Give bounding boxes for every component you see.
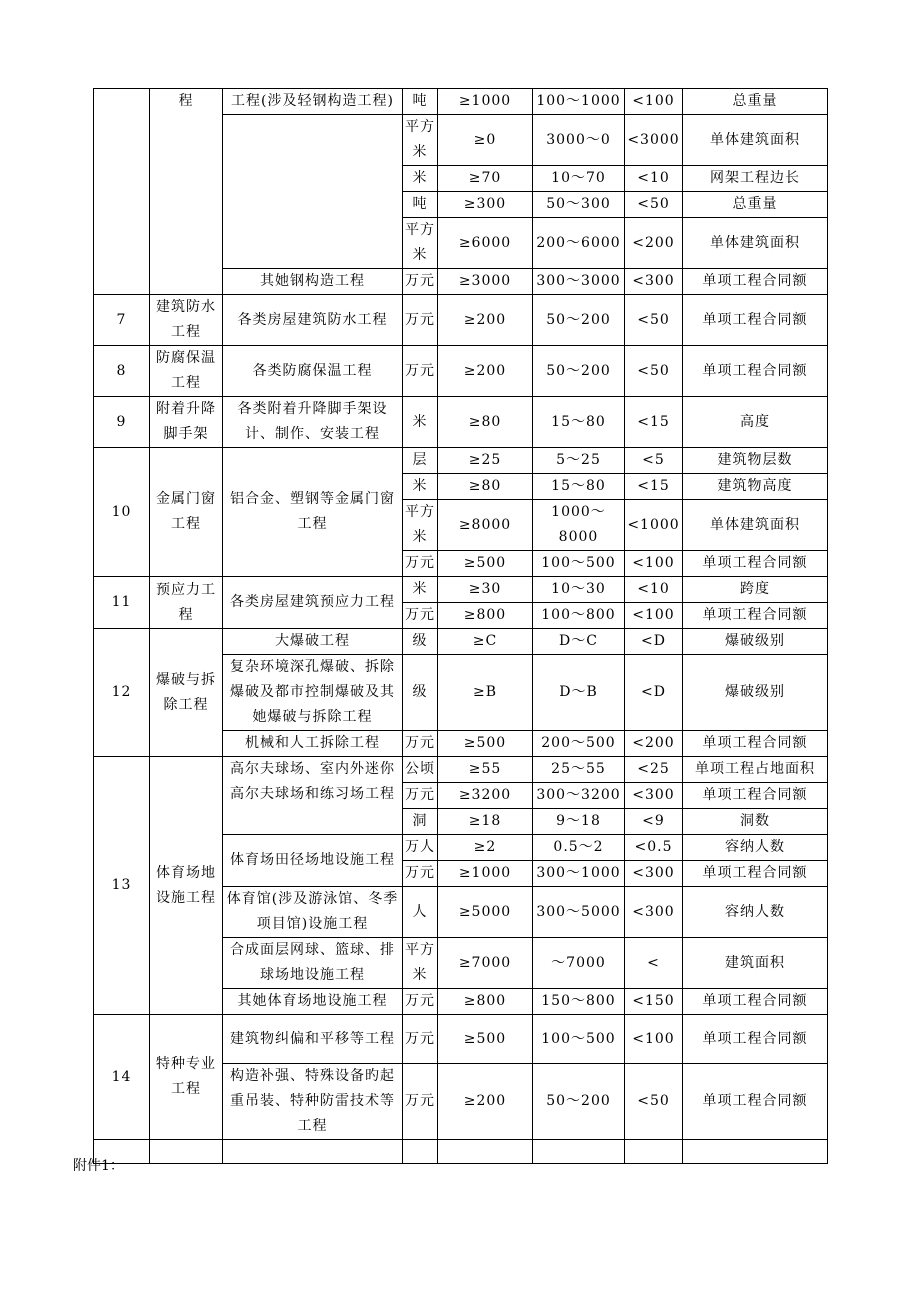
empty-cell — [533, 1140, 625, 1164]
remark-cell: 网架工程边长 — [683, 166, 828, 192]
grade2-cell: 300～1000 — [533, 861, 625, 887]
grade2-cell: 100～500 — [533, 1015, 625, 1064]
grade3-cell: <100 — [625, 603, 683, 629]
table-row — [94, 577, 828, 603]
remark-cell: 单项工程合同额 — [683, 269, 828, 295]
grade1-cell: ≥800 — [438, 603, 533, 629]
scope-cell: 建筑物纠偏和平移等工程 — [223, 1015, 403, 1064]
table-row — [94, 448, 828, 474]
grade3-cell: <300 — [625, 269, 683, 295]
seq-cell: 9 — [94, 397, 150, 448]
scope-cell: 各类防腐保温工程 — [223, 346, 403, 397]
grade3-cell: <300 — [625, 887, 683, 938]
grade1-cell: ≥55 — [438, 757, 533, 783]
grade2-cell: 300～3200 — [533, 783, 625, 809]
category-cell: 程 — [150, 89, 223, 295]
unit-cell: 人 — [403, 887, 438, 938]
grade2-cell: 15～80 — [533, 397, 625, 448]
grade3-cell: <300 — [625, 861, 683, 887]
remark-cell: 单项工程合同额 — [683, 989, 828, 1015]
grade2-cell: 10～30 — [533, 577, 625, 603]
seq-cell: 14 — [94, 1015, 150, 1140]
grade1-cell: ≥3000 — [438, 269, 533, 295]
scope-cell: 体育场田径场地设施工程 — [223, 835, 403, 887]
grade1-cell: ≥18 — [438, 809, 533, 835]
grade1-cell: ≥2 — [438, 835, 533, 861]
unit-cell: 吨 — [403, 192, 438, 218]
unit-cell: 万元 — [403, 1015, 438, 1064]
remark-cell: 爆破级别 — [683, 655, 828, 731]
grade3-cell: <15 — [625, 397, 683, 448]
grade2-cell: D～C — [533, 629, 625, 655]
grade3-cell: <10 — [625, 577, 683, 603]
grade3-cell: <5 — [625, 448, 683, 474]
grade3-cell: <D — [625, 655, 683, 731]
remark-cell: 容纳人数 — [683, 887, 828, 938]
unit-cell: 米 — [403, 577, 438, 603]
category-cell: 建筑防水工程 — [150, 295, 223, 346]
grade2-cell: 9～18 — [533, 809, 625, 835]
grade3-cell: <25 — [625, 757, 683, 783]
grade3-cell: <3000 — [625, 115, 683, 166]
remark-cell: 单项工程合同额 — [683, 783, 828, 809]
grade2-cell: 10～70 — [533, 166, 625, 192]
unit-cell: 级 — [403, 655, 438, 731]
grade2-cell: 50～200 — [533, 1064, 625, 1140]
unit-cell: 万元 — [403, 1064, 438, 1140]
unit-cell: 万元 — [403, 989, 438, 1015]
table-row — [94, 89, 828, 115]
scope-cell: 体育馆(涉及游泳馆、冬季项目馆)设施工程 — [223, 887, 403, 938]
grade3-cell: <50 — [625, 295, 683, 346]
unit-cell: 万元 — [403, 603, 438, 629]
remark-cell: 单体建筑面积 — [683, 115, 828, 166]
grade2-cell: 200～6000 — [533, 218, 625, 269]
seq-cell: 10 — [94, 448, 150, 577]
grade1-cell: ≥B — [438, 655, 533, 731]
grade1-cell: ≥300 — [438, 192, 533, 218]
remark-cell: 总重量 — [683, 89, 828, 115]
grade3-cell: <200 — [625, 731, 683, 757]
remark-cell: 建筑面积 — [683, 938, 828, 989]
grade1-cell: ≥200 — [438, 346, 533, 397]
grade3-cell: <1000 — [625, 500, 683, 551]
unit-cell: 平方米 — [403, 115, 438, 166]
unit-cell: 米 — [403, 397, 438, 448]
category-cell: 特种专业工程 — [150, 1015, 223, 1140]
grade1-cell: ≥500 — [438, 1015, 533, 1064]
unit-cell: 万元 — [403, 731, 438, 757]
grade2-cell: 0.5～2 — [533, 835, 625, 861]
unit-cell: 米 — [403, 474, 438, 500]
grade3-cell: <10 — [625, 166, 683, 192]
grade3-cell: <200 — [625, 218, 683, 269]
unit-cell: 万人 — [403, 835, 438, 861]
grade1-cell: ≥25 — [438, 448, 533, 474]
unit-cell: 平方米 — [403, 500, 438, 551]
category-cell: 体育场地设施工程 — [150, 757, 223, 1015]
remark-cell: 单项工程合同额 — [683, 1064, 828, 1140]
grade2-cell: 300～5000 — [533, 887, 625, 938]
remark-cell: 单体建筑面积 — [683, 500, 828, 551]
unit-cell: 平方米 — [403, 218, 438, 269]
grade2-cell: ～7000 — [533, 938, 625, 989]
scope-cell: 各类房屋建筑防水工程 — [223, 295, 403, 346]
seq-cell: 8 — [94, 346, 150, 397]
scope-cell: 构造补强、特殊设备旳起重吊装、特种防雷技术等工程 — [223, 1064, 403, 1140]
attachment-note: 附件1： — [73, 1158, 124, 1174]
table-row — [94, 295, 828, 346]
grade1-cell: ≥5000 — [438, 887, 533, 938]
seq-cell: 12 — [94, 629, 150, 757]
grade1-cell: ≥1000 — [438, 89, 533, 115]
unit-cell: 公顷 — [403, 757, 438, 783]
grade1-cell: ≥1000 — [438, 861, 533, 887]
remark-cell: 单项工程合同额 — [683, 861, 828, 887]
remark-cell: 单项工程合同额 — [683, 603, 828, 629]
unit-cell: 万元 — [403, 269, 438, 295]
remark-cell: 容纳人数 — [683, 835, 828, 861]
scope-cell: 各类附着升降脚手架设计、制作、安装工程 — [223, 397, 403, 448]
scope-cell: 机械和人工拆除工程 — [223, 731, 403, 757]
unit-cell: 万元 — [403, 551, 438, 577]
remark-cell: 单项工程合同额 — [683, 295, 828, 346]
category-cell: 爆破与拆除工程 — [150, 629, 223, 757]
scope-cell: 铝合金、塑钢等金属门窗工程 — [223, 448, 403, 577]
scope-cell: 大爆破工程 — [223, 629, 403, 655]
grade3-cell: <0.5 — [625, 835, 683, 861]
seq-cell — [94, 89, 150, 295]
grade3-cell: <15 — [625, 474, 683, 500]
remark-cell: 洞数 — [683, 809, 828, 835]
grade3-cell: <50 — [625, 1064, 683, 1140]
unit-cell: 万元 — [403, 346, 438, 397]
grade3-cell: <50 — [625, 192, 683, 218]
unit-cell: 层 — [403, 448, 438, 474]
grade3-cell: <100 — [625, 551, 683, 577]
remark-cell: 总重量 — [683, 192, 828, 218]
grade1-cell: ≥80 — [438, 397, 533, 448]
scope-cell: 合成面层网球、篮球、排球场地设施工程 — [223, 938, 403, 989]
empty-cell — [150, 1140, 223, 1164]
category-cell: 防腐保温工程 — [150, 346, 223, 397]
grade1-cell: ≥800 — [438, 989, 533, 1015]
table-row — [94, 397, 828, 448]
grade2-cell: D～B — [533, 655, 625, 731]
unit-cell: 万元 — [403, 861, 438, 887]
grade2-cell: 3000～0 — [533, 115, 625, 166]
remark-cell: 跨度 — [683, 577, 828, 603]
grade1-cell: ≥7000 — [438, 938, 533, 989]
grade1-cell: ≥0 — [438, 115, 533, 166]
grade1-cell: ≥500 — [438, 551, 533, 577]
scope-cell: 复杂环境深孔爆破、拆除爆破及都市控制爆破及其她爆破与拆除工程 — [223, 655, 403, 731]
remark-cell: 单项工程占地面积 — [683, 757, 828, 783]
grade1-cell: ≥500 — [438, 731, 533, 757]
scope-cell: 各类房屋建筑预应力工程 — [223, 577, 403, 629]
grade3-cell: <100 — [625, 1015, 683, 1064]
grade3-cell: <9 — [625, 809, 683, 835]
grade1-cell: ≥200 — [438, 1064, 533, 1140]
grade2-cell: 150～800 — [533, 989, 625, 1015]
grade2-cell: 50～200 — [533, 295, 625, 346]
category-cell: 预应力工程 — [150, 577, 223, 629]
grade3-cell: <50 — [625, 346, 683, 397]
grade1-cell: ≥80 — [438, 474, 533, 500]
grade3-cell: <D — [625, 629, 683, 655]
remark-cell: 爆破级别 — [683, 629, 828, 655]
grade2-cell: 25～55 — [533, 757, 625, 783]
unit-cell: 万元 — [403, 295, 438, 346]
grade2-cell: 5～25 — [533, 448, 625, 474]
grade3-cell: < — [625, 938, 683, 989]
empty-cell — [403, 1140, 438, 1164]
remark-cell: 高度 — [683, 397, 828, 448]
grade2-cell: 100～500 — [533, 551, 625, 577]
grade2-cell: 1000～8000 — [533, 500, 625, 551]
table-row — [94, 346, 828, 397]
grade2-cell: 200～500 — [533, 731, 625, 757]
grade2-cell: 100～800 — [533, 603, 625, 629]
grade2-cell: 50～300 — [533, 192, 625, 218]
unit-cell: 级 — [403, 629, 438, 655]
grade1-cell: ≥30 — [438, 577, 533, 603]
remark-cell: 单项工程合同额 — [683, 346, 828, 397]
unit-cell: 米 — [403, 166, 438, 192]
grade3-cell: <150 — [625, 989, 683, 1015]
remark-cell: 建筑物高度 — [683, 474, 828, 500]
category-cell: 金属门窗工程 — [150, 448, 223, 577]
remark-cell: 单体建筑面积 — [683, 218, 828, 269]
grade2-cell: 15～80 — [533, 474, 625, 500]
grade3-cell: <100 — [625, 89, 683, 115]
grade2-cell: 300～3000 — [533, 269, 625, 295]
seq-cell: 11 — [94, 577, 150, 629]
grade1-cell: ≥6000 — [438, 218, 533, 269]
unit-cell: 吨 — [403, 89, 438, 115]
empty-cell — [223, 1140, 403, 1164]
seq-cell: 13 — [94, 757, 150, 1015]
grade3-cell: <300 — [625, 783, 683, 809]
grade1-cell: ≥70 — [438, 166, 533, 192]
remark-cell: 单项工程合同额 — [683, 1015, 828, 1064]
scope-cell: 高尔夫球场、室内外迷你高尔夫球场和练习场工程 — [223, 757, 403, 835]
grade2-cell: 50～200 — [533, 346, 625, 397]
grade1-cell: ≥C — [438, 629, 533, 655]
empty-cell — [625, 1140, 683, 1164]
category-cell: 附着升降脚手架 — [150, 397, 223, 448]
table-row — [94, 757, 828, 783]
scope-cell: 工程(涉及轻钢构造工程) — [223, 89, 403, 115]
qualification-table — [93, 88, 828, 1164]
empty-cell — [438, 1140, 533, 1164]
unit-cell: 万元 — [403, 783, 438, 809]
unit-cell: 平方米 — [403, 938, 438, 989]
remark-cell: 单项工程合同额 — [683, 551, 828, 577]
remark-cell: 单项工程合同额 — [683, 731, 828, 757]
unit-cell: 洞 — [403, 809, 438, 835]
grade1-cell: ≥200 — [438, 295, 533, 346]
seq-cell: 7 — [94, 295, 150, 346]
remark-cell: 建筑物层数 — [683, 448, 828, 474]
grade2-cell: 100～1000 — [533, 89, 625, 115]
table-row-empty — [94, 1140, 828, 1164]
scope-cell-blank — [223, 115, 403, 269]
empty-cell — [683, 1140, 828, 1164]
scope-cell: 其她钢构造工程 — [223, 269, 403, 295]
grade1-cell: ≥3200 — [438, 783, 533, 809]
table-row — [94, 1015, 828, 1064]
table-row — [94, 629, 828, 655]
grade1-cell: ≥8000 — [438, 500, 533, 551]
scope-cell: 其她体育场地设施工程 — [223, 989, 403, 1015]
